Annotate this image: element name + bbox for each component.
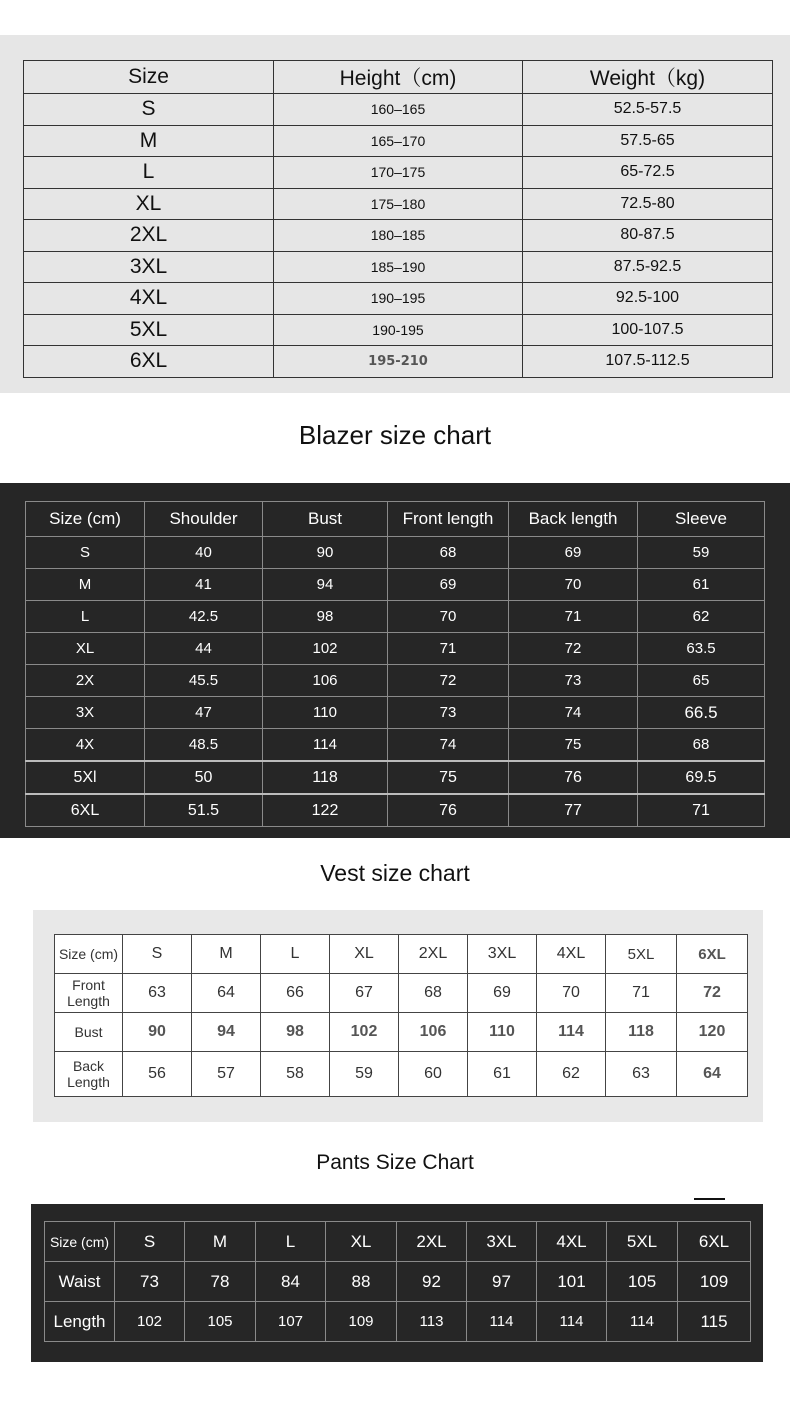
weight-cell: 57.5-65 bbox=[523, 125, 773, 157]
value-cell: 98 bbox=[261, 1013, 330, 1052]
header-size-3xl: 3XL bbox=[468, 935, 537, 974]
back-length-cell: 77 bbox=[509, 794, 638, 827]
height-cell: 175–180 bbox=[274, 188, 523, 220]
back-length-cell: 76 bbox=[509, 761, 638, 794]
table-row bbox=[55, 974, 748, 1013]
value-cell: 107 bbox=[256, 1302, 326, 1342]
table-row bbox=[24, 125, 773, 157]
value-cell: 118 bbox=[606, 1013, 677, 1052]
size-cell: L bbox=[24, 157, 274, 189]
value-cell: 114 bbox=[537, 1302, 607, 1342]
value-cell: 70 bbox=[537, 974, 606, 1013]
back-length-cell: 73 bbox=[509, 665, 638, 697]
table-row bbox=[55, 1013, 748, 1052]
header-sleeve: Sleeve bbox=[638, 502, 765, 537]
table-header-row bbox=[55, 935, 748, 974]
sleeve-cell: 62 bbox=[638, 601, 765, 633]
value-cell: 109 bbox=[678, 1262, 751, 1302]
value-cell: 62 bbox=[537, 1052, 606, 1097]
value-cell: 63 bbox=[606, 1052, 677, 1097]
header-size: Size (cm) bbox=[55, 935, 123, 974]
front-length-cell: 68 bbox=[388, 537, 509, 569]
bust-cell: 118 bbox=[263, 761, 388, 794]
size-cell: 4X bbox=[26, 729, 145, 762]
value-cell: 57 bbox=[192, 1052, 261, 1097]
weight-cell: 107.5-112.5 bbox=[523, 346, 773, 378]
header-size: Size bbox=[24, 61, 274, 94]
decorative-dash bbox=[694, 1198, 725, 1200]
back-length-cell: 75 bbox=[509, 729, 638, 762]
bust-cell: 98 bbox=[263, 601, 388, 633]
value-cell: 113 bbox=[397, 1302, 467, 1342]
value-cell: 114 bbox=[607, 1302, 678, 1342]
header-size-s: S bbox=[115, 1222, 185, 1262]
front-length-cell: 70 bbox=[388, 601, 509, 633]
shoulder-cell: 40 bbox=[145, 537, 263, 569]
value-cell: 94 bbox=[192, 1013, 261, 1052]
header-size-2xl: 2XL bbox=[399, 935, 468, 974]
value-cell: 67 bbox=[330, 974, 399, 1013]
bust-cell: 114 bbox=[263, 729, 388, 762]
table-row bbox=[24, 157, 773, 189]
bust-cell: 122 bbox=[263, 794, 388, 827]
back-length-cell: 74 bbox=[509, 697, 638, 729]
header-bust: Bust bbox=[263, 502, 388, 537]
value-cell: 84 bbox=[256, 1262, 326, 1302]
blazer-chart-caption: Blazer size chart bbox=[298, 420, 492, 450]
height-cell: 170–175 bbox=[274, 157, 523, 189]
sleeve-cell: 63.5 bbox=[638, 633, 765, 665]
value-cell: 114 bbox=[467, 1302, 537, 1342]
table-header-row bbox=[45, 1222, 751, 1262]
sleeve-cell: 66.5 bbox=[638, 697, 765, 729]
header-weight: Weight（kg) bbox=[523, 61, 773, 94]
value-cell: 88 bbox=[326, 1262, 397, 1302]
value-cell: 90 bbox=[123, 1013, 192, 1052]
value-cell: 73 bbox=[115, 1262, 185, 1302]
value-cell: 64 bbox=[677, 1052, 748, 1097]
height-cell: 190-195 bbox=[274, 314, 523, 346]
size-cell: XL bbox=[26, 633, 145, 665]
shoulder-cell: 47 bbox=[145, 697, 263, 729]
size-cell: 5Xl bbox=[26, 761, 145, 794]
size-cell: L bbox=[26, 601, 145, 633]
bust-cell: 90 bbox=[263, 537, 388, 569]
table-header-row bbox=[26, 502, 765, 537]
value-cell: 56 bbox=[123, 1052, 192, 1097]
shoulder-cell: 41 bbox=[145, 569, 263, 601]
value-cell: 97 bbox=[467, 1262, 537, 1302]
table-row bbox=[26, 729, 765, 762]
weight-cell: 100-107.5 bbox=[523, 314, 773, 346]
table-row bbox=[24, 346, 773, 378]
weight-cell: 65-72.5 bbox=[523, 157, 773, 189]
sleeve-cell: 59 bbox=[638, 537, 765, 569]
value-cell: 59 bbox=[330, 1052, 399, 1097]
back-length-cell: 72 bbox=[509, 633, 638, 665]
table-row bbox=[24, 94, 773, 126]
front-length-cell: 75 bbox=[388, 761, 509, 794]
vest-size-table bbox=[54, 934, 748, 1097]
weight-cell: 92.5-100 bbox=[523, 283, 773, 315]
value-cell: 102 bbox=[115, 1302, 185, 1342]
blazer-size-chart-panel bbox=[0, 483, 790, 838]
shoulder-cell: 48.5 bbox=[145, 729, 263, 762]
front-length-cell: 73 bbox=[388, 697, 509, 729]
table-row bbox=[26, 633, 765, 665]
header-size: Size (cm) bbox=[26, 502, 145, 537]
header-size-4xl: 4XL bbox=[537, 1222, 607, 1262]
height-cell: 190–195 bbox=[274, 283, 523, 315]
general-size-chart-panel bbox=[0, 35, 790, 393]
header-size-2xl: 2XL bbox=[397, 1222, 467, 1262]
header-back-length: Back length bbox=[509, 502, 638, 537]
table-row bbox=[45, 1262, 751, 1302]
table-row bbox=[26, 794, 765, 827]
height-cell: 160–165 bbox=[274, 94, 523, 126]
size-cell: 2XL bbox=[24, 220, 274, 252]
size-cell: 3XL bbox=[24, 251, 274, 283]
table-row bbox=[45, 1302, 751, 1342]
value-cell: 66 bbox=[261, 974, 330, 1013]
shoulder-cell: 50 bbox=[145, 761, 263, 794]
table-row bbox=[26, 537, 765, 569]
back-length-cell: 70 bbox=[509, 569, 638, 601]
value-cell: 106 bbox=[399, 1013, 468, 1052]
header-shoulder: Shoulder bbox=[145, 502, 263, 537]
value-cell: 58 bbox=[261, 1052, 330, 1097]
value-cell: 105 bbox=[185, 1302, 256, 1342]
header-size-3xl: 3XL bbox=[467, 1222, 537, 1262]
size-cell: XL bbox=[24, 188, 274, 220]
value-cell: 72 bbox=[677, 974, 748, 1013]
size-cell: 5XL bbox=[24, 314, 274, 346]
bust-cell: 106 bbox=[263, 665, 388, 697]
size-cell: S bbox=[26, 537, 145, 569]
table-row bbox=[24, 314, 773, 346]
blazer-size-table bbox=[25, 501, 765, 827]
header-size-xl: XL bbox=[330, 935, 399, 974]
value-cell: 120 bbox=[677, 1013, 748, 1052]
value-cell: 105 bbox=[607, 1262, 678, 1302]
table-row bbox=[26, 569, 765, 601]
table-row bbox=[24, 188, 773, 220]
header-height: Height（cm) bbox=[274, 61, 523, 94]
front-length-cell: 72 bbox=[388, 665, 509, 697]
shoulder-cell: 51.5 bbox=[145, 794, 263, 827]
sleeve-cell: 65 bbox=[638, 665, 765, 697]
vest-size-chart-panel bbox=[33, 910, 763, 1122]
size-cell: M bbox=[26, 569, 145, 601]
table-row bbox=[26, 601, 765, 633]
table-row bbox=[55, 1052, 748, 1097]
header-size-xl: XL bbox=[326, 1222, 397, 1262]
height-cell: 165–170 bbox=[274, 125, 523, 157]
value-cell: 68 bbox=[399, 974, 468, 1013]
header-size-5xl: 5XL bbox=[606, 935, 677, 974]
size-cell: 4XL bbox=[24, 283, 274, 315]
header-front-length: Front length bbox=[388, 502, 509, 537]
value-cell: 110 bbox=[468, 1013, 537, 1052]
row-label-front-length: Front Length bbox=[55, 974, 123, 1013]
general-size-table bbox=[23, 60, 773, 378]
value-cell: 101 bbox=[537, 1262, 607, 1302]
value-cell: 63 bbox=[123, 974, 192, 1013]
table-row bbox=[24, 220, 773, 252]
vest-chart-caption: Vest size chart bbox=[320, 860, 470, 886]
table-header-row bbox=[24, 61, 773, 94]
value-cell: 64 bbox=[192, 974, 261, 1013]
header-size-5xl: 5XL bbox=[607, 1222, 678, 1262]
table-row bbox=[26, 697, 765, 729]
header-size-6xl: 6XL bbox=[678, 1222, 751, 1262]
row-label-waist: Waist bbox=[45, 1262, 115, 1302]
weight-cell: 52.5-57.5 bbox=[523, 94, 773, 126]
bust-cell: 102 bbox=[263, 633, 388, 665]
header-size-6xl: 6XL bbox=[677, 935, 748, 974]
header-size-s: S bbox=[123, 935, 192, 974]
value-cell: 78 bbox=[185, 1262, 256, 1302]
back-length-cell: 69 bbox=[509, 537, 638, 569]
value-cell: 92 bbox=[397, 1262, 467, 1302]
sleeve-cell: 71 bbox=[638, 794, 765, 827]
front-length-cell: 76 bbox=[388, 794, 509, 827]
size-cell: 3X bbox=[26, 697, 145, 729]
header-size-m: M bbox=[185, 1222, 256, 1262]
value-cell: 115 bbox=[678, 1302, 751, 1342]
value-cell: 60 bbox=[399, 1052, 468, 1097]
value-cell: 109 bbox=[326, 1302, 397, 1342]
value-cell: 102 bbox=[330, 1013, 399, 1052]
table-row bbox=[24, 251, 773, 283]
header-size-m: M bbox=[192, 935, 261, 974]
bust-cell: 94 bbox=[263, 569, 388, 601]
table-row bbox=[24, 283, 773, 315]
table-row bbox=[26, 665, 765, 697]
row-label-back-length: Back Length bbox=[55, 1052, 123, 1097]
row-label-bust: Bust bbox=[55, 1013, 123, 1052]
size-cell: 6XL bbox=[24, 346, 274, 378]
value-cell: 69 bbox=[468, 974, 537, 1013]
weight-cell: 87.5-92.5 bbox=[523, 251, 773, 283]
shoulder-cell: 44 bbox=[145, 633, 263, 665]
front-length-cell: 69 bbox=[388, 569, 509, 601]
height-cell: 185–190 bbox=[274, 251, 523, 283]
row-label-length: Length bbox=[45, 1302, 115, 1342]
size-cell: 2X bbox=[26, 665, 145, 697]
pants-chart-caption: Pants Size Chart bbox=[316, 1151, 474, 1174]
value-cell: 114 bbox=[537, 1013, 606, 1052]
size-cell: M bbox=[24, 125, 274, 157]
sleeve-cell: 68 bbox=[638, 729, 765, 762]
value-cell: 61 bbox=[468, 1052, 537, 1097]
weight-cell: 72.5-80 bbox=[523, 188, 773, 220]
pants-size-table bbox=[44, 1221, 751, 1342]
size-cell: S bbox=[24, 94, 274, 126]
weight-cell: 80-87.5 bbox=[523, 220, 773, 252]
header-size-l: L bbox=[256, 1222, 326, 1262]
header-size-4xl: 4XL bbox=[537, 935, 606, 974]
header-size: Size (cm) bbox=[45, 1222, 115, 1262]
table-row bbox=[26, 761, 765, 794]
sleeve-cell: 61 bbox=[638, 569, 765, 601]
bust-cell: 110 bbox=[263, 697, 388, 729]
front-length-cell: 71 bbox=[388, 633, 509, 665]
shoulder-cell: 42.5 bbox=[145, 601, 263, 633]
value-cell: 71 bbox=[606, 974, 677, 1013]
height-cell: 195-210 bbox=[274, 346, 523, 378]
back-length-cell: 71 bbox=[509, 601, 638, 633]
sleeve-cell: 69.5 bbox=[638, 761, 765, 794]
header-size-l: L bbox=[261, 935, 330, 974]
height-cell: 180–185 bbox=[274, 220, 523, 252]
pants-size-chart-panel bbox=[31, 1204, 763, 1362]
shoulder-cell: 45.5 bbox=[145, 665, 263, 697]
size-cell: 6XL bbox=[26, 794, 145, 827]
front-length-cell: 74 bbox=[388, 729, 509, 762]
